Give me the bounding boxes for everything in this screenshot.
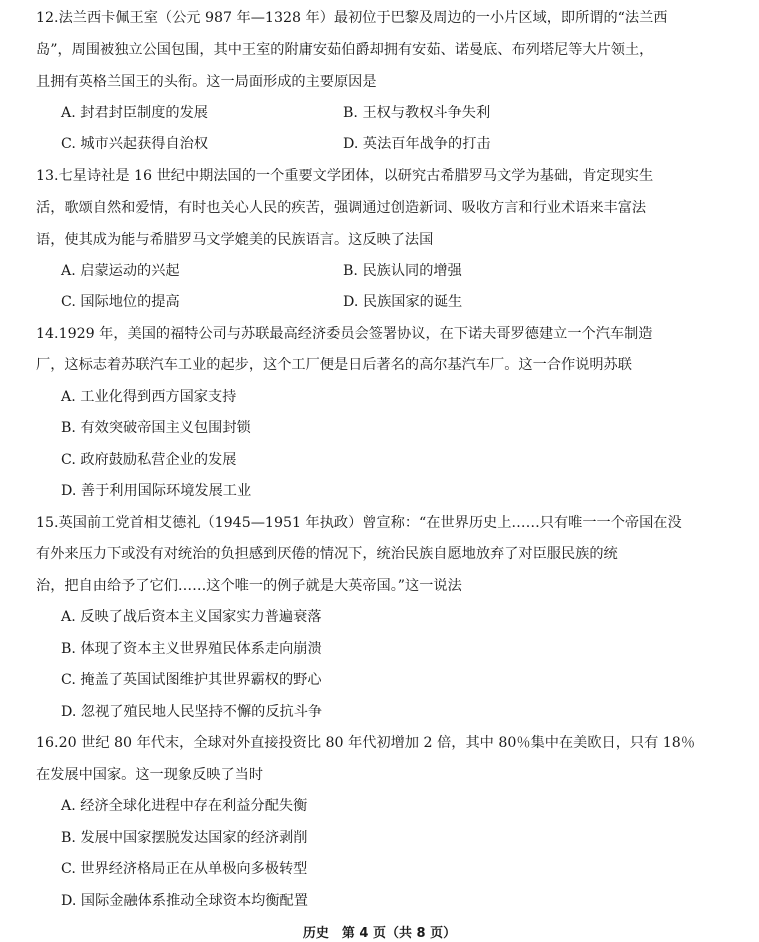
question-text-line: 13.七星诗社是 16 世纪中期法国的一个重要文学团体，以研究古希腊罗马文学为基础，肯定现实生 (36, 168, 654, 184)
page-footer: 历史 第 4 页（共 8 页） (302, 926, 457, 941)
question-text-line: 岛”，周围被独立公国包围，其中王室的附庸安茹伯爵却拥有安茹、诺曼底、布列塔尼等大片领土， (36, 42, 654, 58)
question-text-line: 厂，这标志着苏联汽车工业的起步，这个工厂便是日后著名的高尔基汽车厂。这一合作说明苏联 (36, 357, 632, 373)
option-d: D. 国际金融体系推动全球资本均衡配置 (61, 893, 308, 909)
question-text-line: 治，把自由给予了它们……这个唯一的例子就是大英帝国。”这一说法 (36, 578, 462, 594)
option-b: B. 王权与教权斗争失利 (343, 105, 491, 121)
option-c: C. 掩盖了英国试图维护其世界霸权的野心 (61, 672, 322, 688)
question-text-line: 14.1929 年，美国的福特公司与苏联最高经济委员会签署协议，在下诺夫哥罗德建立一个汽车制造 (36, 326, 653, 342)
option-d: D. 英法百年战争的打击 (343, 136, 491, 152)
option-a: A. 反映了战后资本主义国家实力普遍衰落 (61, 609, 322, 625)
question-text-line: 在发展中国家。这一现象反映了当时 (36, 767, 264, 783)
option-b: B. 发展中国家摆脱发达国家的经济剥削 (61, 830, 308, 846)
question-text-line: 语，使其成为能与希腊罗马文学媲美的民族语言。这反映了法国 (36, 232, 434, 248)
question-text-line: 16.20 世纪 80 年代末，全球对外直接投资比 80 年代初增加 2 倍，其中 80％集中在美欧日，只有 18％ (36, 735, 696, 751)
option-c: C. 城市兴起获得自治权 (61, 136, 209, 152)
option-c: C. 政府鼓励私营企业的发展 (61, 452, 237, 468)
option-d: D. 善于利用国际环境发展工业 (61, 483, 252, 499)
option-b: B. 体现了资本主义世界殖民体系走向崩溃 (61, 641, 322, 657)
option-b: B. 有效突破帝国主义包围封锁 (61, 420, 251, 436)
option-a: A. 封君封臣制度的发展 (61, 105, 208, 121)
option-a: A. 启蒙运动的兴起 (61, 263, 180, 279)
option-d: D. 民族国家的诞生 (343, 294, 463, 310)
question-text-line: 且拥有英格兰国王的头衔。这一局面形成的主要原因是 (36, 74, 377, 90)
question-text-line: 12.法兰西卡佩王室（公元 987 年—1328 年）最初位于巴黎及周边的一小片区域，即所谓的“法兰西 (36, 10, 668, 26)
option-a: A. 工业化得到西方国家支持 (61, 389, 237, 405)
option-c: C. 国际地位的提高 (61, 294, 180, 310)
option-c: C. 世界经济格局正在从单极向多极转型 (61, 861, 308, 877)
question-text-line: 活，歌颂自然和爱情，有时也关心人民的疾苦，强调通过创造新词、吸收方言和行业术语来丰富法 (36, 200, 647, 216)
option-b: B. 民族认同的增强 (343, 263, 462, 279)
question-text-line: 有外来压力下或没有对统治的负担感到厌倦的情况下，统治民族自愿地放弃了对臣服民族的统 (36, 546, 618, 562)
option-d: D. 忽视了殖民地人民坚持不懈的反抗斗争 (61, 704, 323, 720)
option-a: A. 经济全球化进程中存在利益分配失衡 (61, 798, 308, 814)
question-text-line: 15.英国前工党首相艾德礼（1945—1951 年执政）曾宣称：“在世界历史上……只有唯一一个帝国在没 (36, 515, 682, 531)
